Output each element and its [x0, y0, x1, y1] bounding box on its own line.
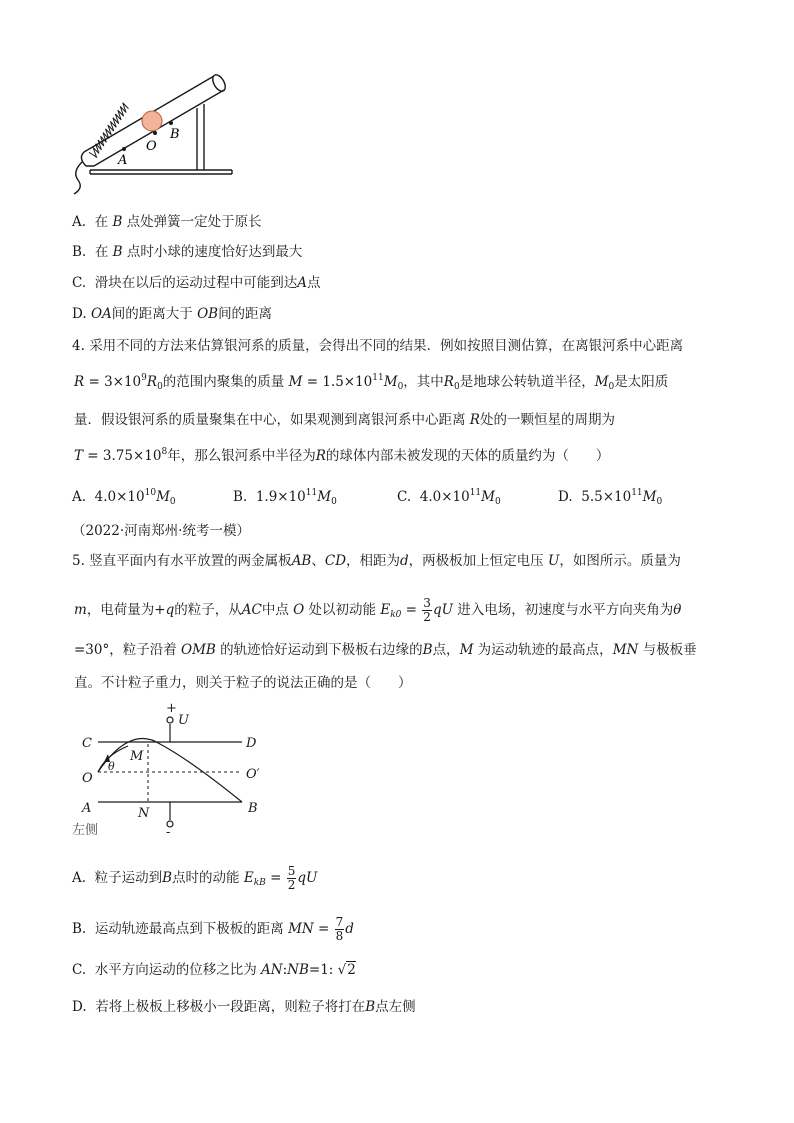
q4-line-3: 量．假设银河系的质量聚集在中心，如果观测到离银河系中心距离 R处的一颗恒星的周期为	[74, 412, 615, 428]
svg-text:θ: θ	[108, 760, 115, 773]
q4-option-a[interactable]: A. $4.0\times 10^{10}M_0$	[72, 488, 176, 507]
svg-text:左侧: 左侧	[72, 822, 99, 837]
q5-option-a[interactable]: A. 粒子运动到B点时的动能 $E_{kB}$ = $\frac{5}{2}$ qU	[72, 864, 318, 892]
source-note: （2022·河南郑州·统考一模）	[72, 523, 250, 539]
svg-text:O′: O′	[246, 767, 260, 782]
q3-option-a[interactable]: A. 在 B 点处弹簧一定处于原长	[72, 214, 262, 230]
label-b: B	[170, 127, 180, 142]
q3-option-c[interactable]: C. 滑块在以后的运动过程中可能到达A点	[72, 275, 321, 291]
label-a: A	[118, 153, 128, 168]
q5-option-b[interactable]: B. 运动轨迹最高点到下极板的距离 MN = $\frac{7}{8}$ d	[72, 915, 354, 943]
spring-incline-figure	[64, 66, 239, 196]
q4-option-d[interactable]: D. $5.5\times 10^{11}M_0$	[558, 488, 663, 507]
svg-text:N: N	[138, 806, 150, 821]
svg-text:D: D	[246, 736, 257, 751]
q5-line-4: 直。不计粒子重力，则关于粒子的说法正确的是（ ）	[74, 675, 412, 691]
svg-text:+: +	[166, 701, 177, 716]
q4-line-2: $R = 3\times 10^9R_0$的范围内聚集的质量 $M = 1.5\times 10^{11}M_0$，其中$R_0$是地球公转轨道半径，$M_0$是太阳质	[74, 373, 669, 392]
q5-line-3: =30°，粒子沿着 OMB 的轨迹恰好运动到下极板右边缘的B点，M 为运动轨迹的最高点，MN 与极板垂	[74, 642, 697, 658]
label-o: O	[146, 139, 157, 154]
svg-text:-: -	[166, 825, 171, 840]
q5-line-2: m，电荷量为+q的粒子，从AC中点 O 处以初动能 $E_{k0}$ = $\frac{3}{2}$ qU 进入电场，初速度与水平方向夹角为θ	[74, 596, 682, 624]
svg-text:C: C	[82, 736, 92, 751]
svg-text:B: B	[248, 801, 258, 816]
svg-text:A: A	[82, 801, 92, 816]
svg-text:M: M	[130, 749, 144, 764]
q5-option-c[interactable]: C. 水平方向运动的位移之比为 AN:NB=1: √2	[72, 962, 356, 978]
q4-option-c[interactable]: C. $4.0\times 10^{11}M_0$	[397, 488, 501, 507]
q5-line-1: 5. 竖直平面内有水平放置的两金属板AB、CD，相距为d，两极板加上恒定电压 U，如图所示。质量为	[72, 553, 681, 569]
svg-text:O: O	[82, 771, 93, 786]
svg-text:U: U	[178, 713, 189, 728]
q4-line-4: $T = 3.75\times 10^8$年，那么银河系中半径为R的球体内部未被发现的天体的质量约为（ ）	[74, 447, 610, 464]
capacitor-figure	[70, 700, 270, 840]
q3-option-d[interactable]: D. OA间的距离大于 OB间的距离	[72, 306, 273, 322]
q5-option-d[interactable]: D. 若将上极板上移极小一段距离，则粒子将打在B点左侧	[72, 999, 416, 1015]
q4-line-1: 4. 采用不同的方法来估算银河系的质量，会得出不同的结果．例如按照目测估算，在离银河系中心距离	[72, 338, 684, 354]
q3-option-b[interactable]: B. 在 B 点时小球的速度恰好达到最大	[72, 244, 303, 260]
q4-option-b[interactable]: B. $1.9\times 10^{11}M_0$	[233, 488, 337, 507]
